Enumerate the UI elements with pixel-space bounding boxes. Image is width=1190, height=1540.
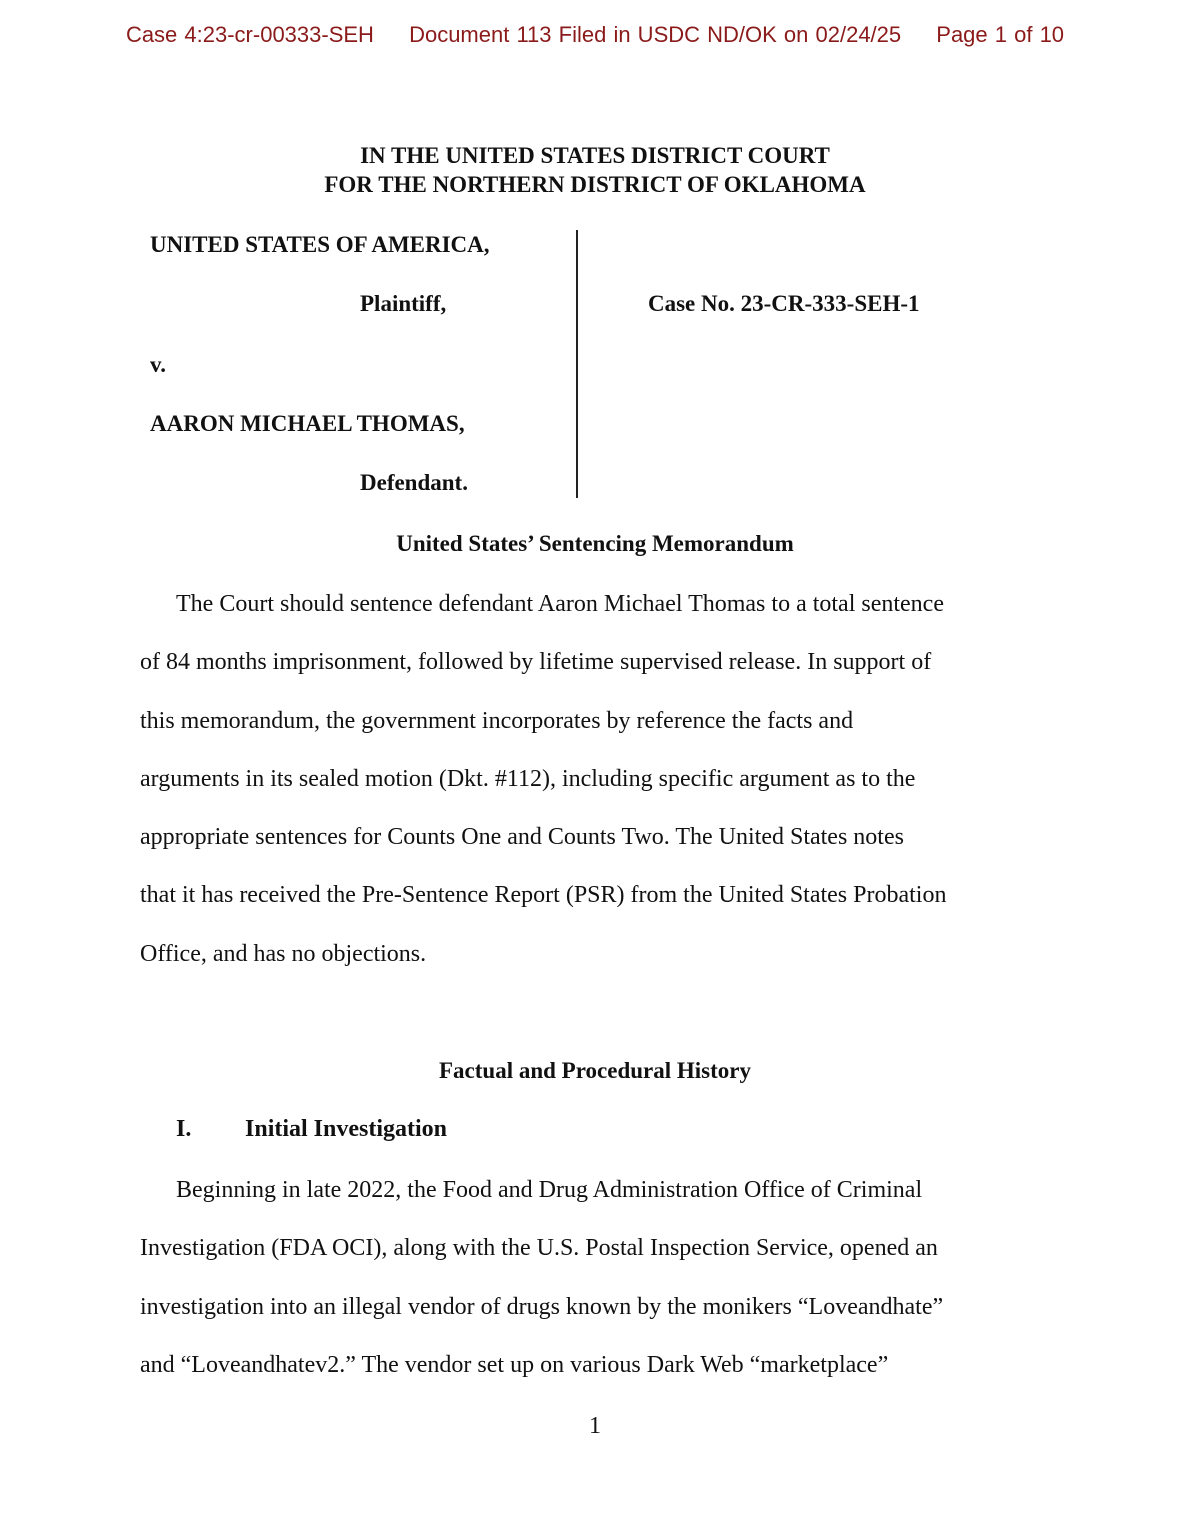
investigation-line: investigation into an illegal vendor of drugs known by the monikers “Loveandhate” (140, 1293, 944, 1320)
court-line-2: FOR THE NORTHERN DISTRICT OF OKLAHOMA (324, 172, 866, 197)
intro-line: appropriate sentences for Counts One and Counts Two. The United States notes (140, 824, 904, 851)
intro-line: arguments in its sealed motion (Dkt. #112), including specific argument as to the (140, 765, 916, 792)
intro-paragraph (140, 575, 1050, 983)
intro-line: that it has received the Pre-Sentence Report (PSR) from the United States Probation (140, 882, 947, 909)
header-document-info: Document 113 Filed in USDC ND/OK on 02/24/25 (409, 22, 902, 47)
intro-line: of 84 months imprisonment, followed by lifetime supervised release. In support of (140, 649, 932, 676)
header-page-info: Page 1 of 10 (936, 22, 1065, 47)
filing-header (0, 22, 1190, 48)
subsection-title: Initial Investigation (245, 1116, 448, 1142)
page-number: 1 (589, 1413, 601, 1439)
section-title: Factual and Procedural History (439, 1058, 751, 1083)
defendant-name: AARON MICHAEL THOMAS, (150, 411, 465, 436)
intro-line: this memorandum, the government incorporates by reference the facts and (140, 707, 854, 734)
court-heading (0, 141, 1190, 199)
header-case-number: Case 4:23-cr-00333-SEH (125, 22, 374, 47)
document-title: United States’ Sentencing Memorandum (396, 531, 794, 556)
court-line-1: IN THE UNITED STATES DISTRICT COURT (360, 143, 830, 168)
investigation-line: and “Loveandhatev2.” The vendor set up on various Dark Web “marketplace” (140, 1351, 889, 1378)
defendant-role: Defendant. (360, 470, 468, 495)
subsection-number: I. (176, 1116, 192, 1142)
intro-line: Office, and has no objections. (140, 940, 427, 967)
intro-line: The Court should sentence defendant Aaron Michael Thomas to a total sentence (176, 591, 944, 617)
caption-divider (576, 230, 578, 498)
investigation-paragraph (140, 1161, 1050, 1394)
case-number: Case No. 23-CR-333-SEH-1 (648, 291, 920, 316)
investigation-line: Beginning in late 2022, the Food and Drug Administration Office of Criminal (176, 1177, 923, 1203)
versus: v. (150, 352, 166, 377)
investigation-line: Investigation (FDA OCI), along with the U.S. Postal Inspection Service, opened an (140, 1235, 938, 1262)
plaintiff-name: UNITED STATES OF AMERICA, (150, 232, 490, 257)
plaintiff-role: Plaintiff, (360, 291, 447, 316)
